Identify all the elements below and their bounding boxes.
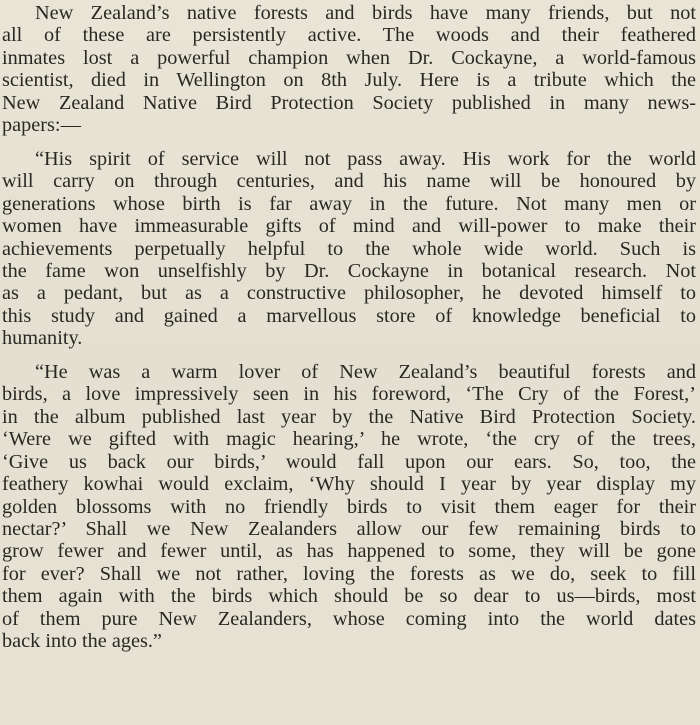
- text-line: ‘Were we gifted with magic hearing,’ he wrote, ‘the cry of the trees,: [2, 428, 696, 451]
- text-line: nectar?’ Shall we New Zealanders allow our few remaining birds to: [2, 517, 696, 540]
- text-line: inmates lost a powerful champion when Dr. Cockayne, a world-famous: [2, 46, 696, 69]
- text-line: for ever? Shall we not rather, loving the forests as we do, seek to fill: [2, 562, 696, 585]
- text-line: women have immeasurable gifts of mind and will-power to make their: [2, 215, 696, 238]
- text-line: in the album published last year by the Native Bird Protection Society.: [2, 405, 696, 428]
- text-line: all of these are persistently active. The woods and their feathered: [2, 24, 696, 47]
- text-line: of them pure New Zealanders, whose coming into the world dates: [2, 607, 696, 630]
- text-line: grow fewer and fewer until, as has happened to some, they will be gone: [2, 540, 696, 563]
- text-line: “His spirit of service will not pass away. His work for the world: [35, 147, 696, 170]
- paragraph-intro: [2, 0, 696, 137]
- text-line: humanity.: [2, 327, 83, 350]
- text-line: birds, a love impressively seen in his foreword, ‘The Cry of the Forest,’: [2, 383, 696, 406]
- text-line: this study and gained a marvellous store of knowledge beneficial to: [2, 304, 696, 327]
- text-line: golden blossoms with no friendly birds to visit them eager for their: [2, 495, 696, 518]
- text-line: will carry on through centuries, and his name will be honoured by: [2, 170, 696, 193]
- text-line: generations whose birth is far away in the future. Not many men or: [2, 192, 696, 215]
- text-line: New Zealand’s native forests and birds have many friends, but not: [35, 2, 696, 24]
- text-line: “He was a warm lover of New Zealand’s beautiful forests and: [35, 360, 696, 383]
- article-body: [2, 0, 696, 653]
- text-line: feathery kowhai would exclaim, ‘Why should I year by year display my: [2, 473, 696, 496]
- text-line: scientist, died in Wellington on 8th July. Here is a tribute which the: [2, 69, 696, 92]
- paragraph-tribute-quote-2: [2, 361, 696, 653]
- text-line: New Zealand Native Bird Protection Society published in many news-: [2, 91, 696, 114]
- text-line: back into the ages.”: [2, 630, 162, 653]
- text-line: as a pedant, but as a constructive philosopher, he devoted himself to: [2, 282, 696, 305]
- paragraph-tribute-quote-1: [2, 148, 696, 350]
- text-line: papers:—: [2, 114, 81, 137]
- text-line: achievements perpetually helpful to the whole wide world. Such is: [2, 237, 696, 260]
- text-line: them again with the birds which should be so dear to us—birds, most: [2, 585, 696, 608]
- text-line: ‘Give us back our birds,’ would fall upon our ears. So, too, the: [2, 450, 696, 473]
- text-line: the fame won unselfishly by Dr. Cockayne in botanical research. Not: [2, 259, 696, 282]
